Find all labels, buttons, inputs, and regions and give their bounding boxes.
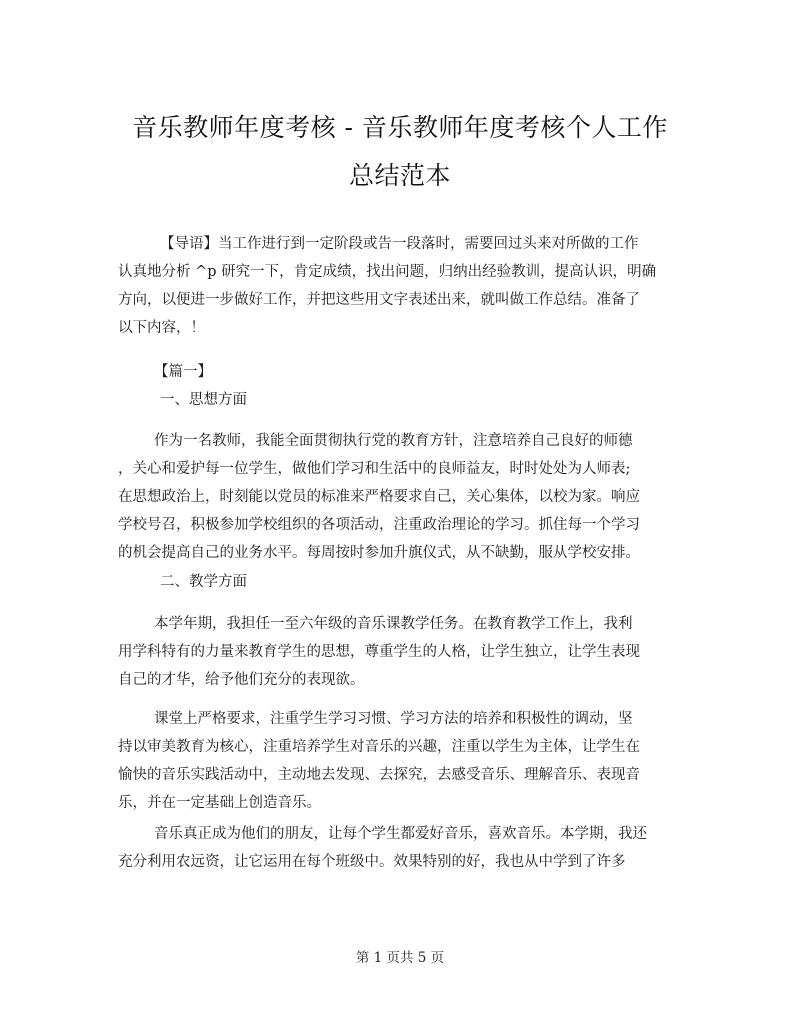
paragraph-line: 本学年期，我担任一至六年级的音乐课教学任务。在教育教学工作上，我利 xyxy=(154,616,633,632)
paragraph-2 xyxy=(118,610,663,694)
section-label-block xyxy=(154,358,699,386)
paragraph-line: 充分利用农远资，让它运用在每个班级中。效果特别的好，我也从中学到了许多 xyxy=(118,854,626,870)
paragraph-line: 音乐真正成为他们的朋友，让每个学生都爱好音乐，喜欢音乐。本学期，我还 xyxy=(154,826,647,842)
paragraph-1 xyxy=(118,427,663,567)
document-title-line-1: 音乐教师年度考核 - 音乐教师年度考核个人工作 xyxy=(132,113,668,142)
paragraph-3 xyxy=(118,705,663,817)
paragraph-line: 持以审美教育为核心，注重培养学生对音乐的兴趣，注重以学生为主体，让学生在 xyxy=(118,739,640,755)
paragraph-line: ，关心和爱护每一位学生，做他们学习和生活中的良师益友，时时处处为人师表; xyxy=(118,461,631,477)
intro-line: 【导语】当工作进行到一定阶段或告一段落时，需要回过头来对所做的工作 xyxy=(160,236,639,252)
paragraph-line: 用学科特有的力量来教育学生的思想，尊重学生的人格，让学生独立，让学生表现 xyxy=(118,644,640,660)
paragraph-line: 愉快的音乐实践活动中，主动地去发现、去探究，去感受音乐、理解音乐、表现音 xyxy=(118,767,640,783)
heading-2-block xyxy=(160,568,705,596)
intro-line: 认真地分析 ^p 研究一下，肯定成绩，找出问题，归纳出经验教训，提高认识，明确 xyxy=(118,264,657,280)
paragraph-line: 自己的才华，给予他们充分的表现欲。 xyxy=(118,672,365,688)
page-footer: 第 1 页共 5 页 xyxy=(355,950,445,966)
paragraph-line: 乐，并在一定基础上创造音乐。 xyxy=(118,795,321,811)
heading-1-block xyxy=(160,386,705,414)
paragraph-line: 在思想政治上，时刻能以党员的标准来严格要求自己，关心集体，以校为家。响应 xyxy=(118,489,640,505)
paragraph-line: 作为一名教师，我能全面贯彻执行党的教育方针，注意培养自己良好的师德 xyxy=(154,433,633,449)
section-label: 【篇一】 xyxy=(154,364,212,380)
intro-paragraph xyxy=(118,230,669,342)
document-title-line-2: 总结范本 xyxy=(348,161,451,190)
intro-line: 以下内容，！ xyxy=(118,320,205,336)
intro-line: 方向，以便进一步做好工作，并把这些用文字表述出来，就叫做工作总结。准备了 xyxy=(118,292,640,308)
section-heading: 二、教学方面 xyxy=(160,574,247,590)
paragraph-line: 课堂上严格要求，注重学生学习习惯、学习方法的培养和积极性的调动，坚 xyxy=(154,711,633,727)
section-heading: 一、思想方面 xyxy=(160,392,247,408)
paragraph-4 xyxy=(118,820,663,876)
paragraph-line: 的机会提高自己的业务水平。每周按时参加升旗仪式，从不缺勤，服从学校安排。 xyxy=(118,545,640,561)
paragraph-line: 学校号召，积极参加学校组织的各项活动，注重政治理论的学习。抓住每一个学习 xyxy=(118,517,640,533)
